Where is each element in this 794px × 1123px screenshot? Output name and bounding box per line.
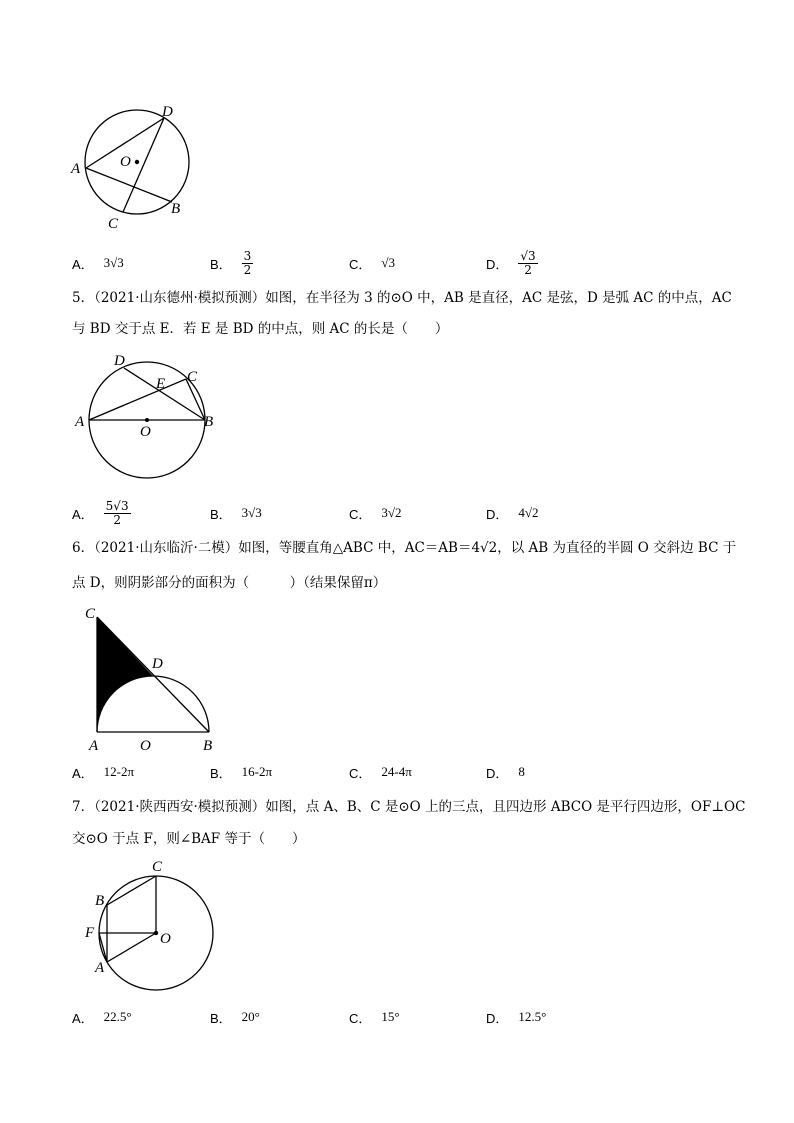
q7-label-b: B bbox=[95, 893, 105, 909]
q5-label-e: E bbox=[156, 376, 166, 392]
q7-stem-line2: 交⊙O 于点 F，则∠BAF 等于（ ） bbox=[72, 831, 306, 847]
q4-label-b: B bbox=[171, 201, 181, 217]
option-value: 12.5° bbox=[518, 1009, 547, 1024]
q5-chord-ac bbox=[89, 379, 186, 420]
option-value: √3 bbox=[381, 255, 396, 270]
fraction-denominator: 2 bbox=[113, 512, 121, 527]
q7-figure bbox=[80, 855, 220, 990]
option-letter: A． bbox=[72, 765, 94, 781]
q5-option-a[interactable] bbox=[72, 498, 131, 528]
q6-label-c: C bbox=[85, 606, 96, 622]
fraction-denominator: 2 bbox=[243, 262, 252, 277]
q7-options bbox=[72, 1002, 672, 1032]
fraction-numerator: 3 bbox=[243, 248, 252, 263]
q7-stem-line1: 7．（2021·陕西西安·模拟预测）如图，点 A、B、C 是⊙O 上的三点，且四边形 ABCO 是平行四边形，OF⊥OC bbox=[72, 799, 746, 815]
q4-option-a[interactable] bbox=[72, 248, 124, 278]
q7-label-f: F bbox=[85, 925, 95, 941]
q7-segment-af bbox=[99, 933, 107, 962]
q4-center-point bbox=[135, 160, 139, 164]
q7-option-d[interactable] bbox=[486, 1002, 546, 1032]
q5-figure bbox=[70, 345, 225, 485]
option-letter: B． bbox=[210, 506, 232, 522]
option-letter: D． bbox=[486, 765, 509, 781]
q6-stem-line2: 点 D，则阴影部分的面积为（ ）（结果保留π） bbox=[72, 575, 387, 591]
q5-stem-line1: 5．（2021·山东德州·模拟预测）如图，在半径为 3 的⊙O 中，AB 是直径，AC 是弦，D 是弧 AC 的中点，AC bbox=[72, 290, 732, 306]
q4-label-c: C bbox=[108, 216, 119, 232]
q7-option-b[interactable] bbox=[210, 1002, 260, 1032]
q5-label-c: C bbox=[187, 369, 198, 385]
q7-option-a[interactable] bbox=[72, 1002, 132, 1032]
q6-stem-line1: 6．（2021·山东临沂·二模）如图，等腰直角△ABC 中，AC＝AB＝4√2，以 AB 为直径的半圆 O 交斜边 BC 于 bbox=[72, 540, 737, 556]
option-value: 3√3 bbox=[103, 255, 124, 270]
q6-label-o: O bbox=[140, 738, 151, 754]
fraction-denominator: 2 bbox=[524, 262, 532, 277]
option-fraction bbox=[242, 250, 254, 277]
q4-option-b[interactable] bbox=[210, 248, 253, 278]
option-value: 3√3 bbox=[241, 505, 262, 520]
q5-option-c[interactable] bbox=[349, 498, 402, 528]
q5-options bbox=[72, 498, 672, 528]
q6-options bbox=[72, 757, 672, 787]
option-letter: A． bbox=[72, 256, 94, 272]
option-letter: A． bbox=[72, 506, 94, 522]
option-letter: B． bbox=[210, 256, 232, 272]
q6-label-b: B bbox=[203, 738, 213, 754]
fraction-numerator: 5√3 bbox=[105, 498, 129, 513]
option-value: 12-2π bbox=[103, 764, 135, 779]
option-letter: B． bbox=[210, 765, 232, 781]
option-letter: D． bbox=[486, 256, 509, 272]
q7-option-c[interactable] bbox=[349, 1002, 400, 1032]
fraction-numerator: √3 bbox=[520, 248, 536, 263]
q6-label-a: A bbox=[89, 738, 99, 754]
q5-option-b[interactable] bbox=[210, 498, 262, 528]
q6-option-b[interactable] bbox=[210, 757, 272, 787]
q5-label-d: D bbox=[114, 353, 125, 369]
option-value: 8 bbox=[518, 764, 525, 779]
option-fraction bbox=[104, 500, 131, 527]
option-letter: B． bbox=[210, 1010, 232, 1026]
q6-option-d[interactable] bbox=[486, 757, 525, 787]
q4-figure bbox=[60, 95, 210, 235]
option-value: 4√2 bbox=[518, 505, 539, 520]
q6-figure bbox=[78, 600, 223, 760]
option-letter: C． bbox=[349, 1010, 372, 1026]
q6-option-c[interactable] bbox=[349, 757, 412, 787]
q5-label-o: O bbox=[140, 424, 151, 440]
option-letter: A． bbox=[72, 1010, 94, 1026]
q5-label-b: B bbox=[204, 414, 214, 430]
q5-stem-line2: 与 BD 交于点 E．若 E 是 BD 的中点，则 AC 的长是（ ） bbox=[72, 321, 449, 337]
option-value: 16-2π bbox=[241, 764, 273, 779]
q4-label-a: A bbox=[71, 161, 81, 177]
option-value: 15° bbox=[381, 1009, 400, 1024]
q7-label-c: C bbox=[152, 859, 163, 875]
q4-options bbox=[72, 248, 672, 278]
option-value: 22.5° bbox=[103, 1009, 132, 1024]
q7-side-bc bbox=[107, 876, 156, 905]
option-letter: C． bbox=[349, 256, 372, 272]
option-letter: D． bbox=[486, 506, 509, 522]
option-fraction bbox=[518, 250, 537, 277]
q5-center-point bbox=[145, 418, 149, 422]
q7-label-o: O bbox=[160, 931, 171, 947]
q4-option-d[interactable] bbox=[486, 248, 538, 278]
q4-label-d: D bbox=[162, 104, 173, 120]
option-letter: C． bbox=[349, 506, 372, 522]
option-value: 3√2 bbox=[381, 505, 402, 520]
q4-option-c[interactable] bbox=[349, 248, 395, 278]
q7-side-ao bbox=[107, 933, 156, 962]
q5-option-d[interactable] bbox=[486, 498, 539, 528]
q5-label-a: A bbox=[75, 414, 85, 430]
q6-option-a[interactable] bbox=[72, 757, 134, 787]
option-value: 20° bbox=[241, 1009, 260, 1024]
q4-label-o: O bbox=[120, 154, 131, 170]
q7-center-point bbox=[154, 931, 158, 935]
option-value: 24-4π bbox=[381, 764, 412, 779]
q6-label-d: D bbox=[152, 656, 163, 672]
option-letter: C． bbox=[349, 765, 372, 781]
option-letter: D． bbox=[486, 1010, 509, 1026]
q6-shaded-region bbox=[97, 617, 153, 732]
q7-label-a: A bbox=[95, 960, 105, 976]
